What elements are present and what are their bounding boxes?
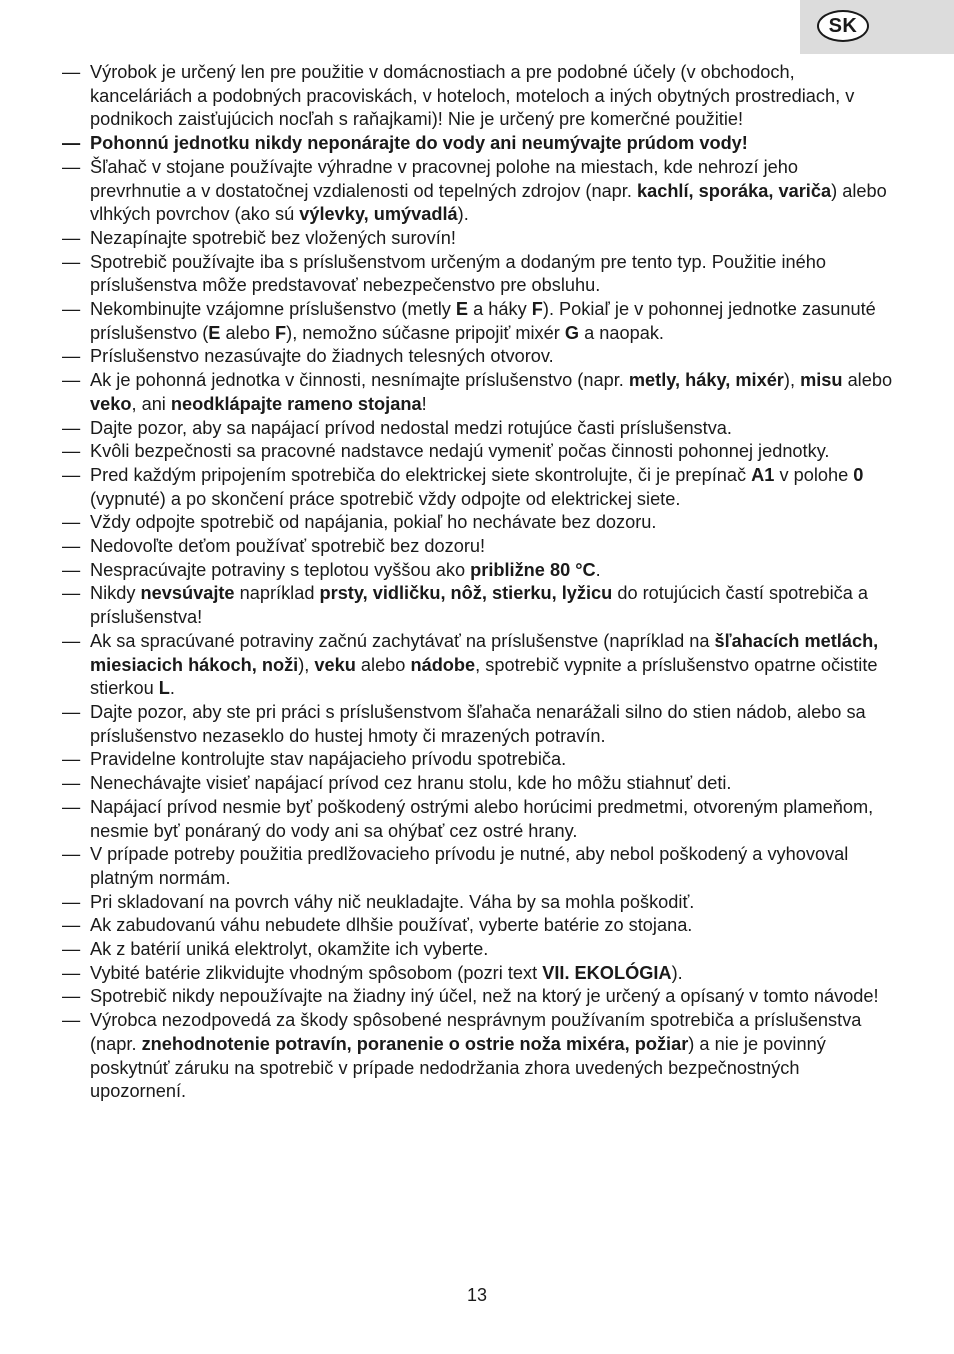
text-segment: Pohonnú jednotku nikdy neponárajte do vody ani neumývajte prúdom vody! [90, 133, 748, 154]
bullet-dash: — [62, 749, 81, 770]
text-segment: (vypnuté) a po skončení práce spotrebič vždy odpojte od elektrickej siete. [90, 488, 681, 509]
list-item [62, 1009, 894, 1104]
text-segment: Napájací prívod nesmie byť poškodený ostrými alebo horúcimi predmetmi, otvoreným plameňom, nesmie byť ponáraný do vody ani sa ohýbať cez ostré hrany. [90, 796, 874, 841]
safety-instructions-list [62, 61, 894, 1104]
emphasis-text: misu [800, 370, 843, 391]
text-segment: Nenechávajte visieť napájací prívod cez hranu stolu, kde ho môžu stiahnuť deti. [90, 773, 732, 794]
text-segment: alebo [355, 654, 411, 675]
text-segment: Nikdy [90, 583, 141, 604]
text-segment: a háky [468, 299, 532, 320]
text-segment: Spotrebič nikdy nepoužívajte na žiadny iný účel, než na ktorý je určený a opísaný v tomto návode! [90, 986, 879, 1007]
text-segment: ), nemožno súčasne pripojiť mixér [286, 322, 565, 343]
text-segment: Dajte pozor, aby ste pri práci s príslušenstvom šľahača nenarážali silno do stien nádob, alebo sa príslušenstvo nezaseklo do hustej hmoty či mrazených potravín. [90, 701, 866, 746]
emphasis-text: približne 80 °C [470, 559, 596, 580]
emphasis-text: kachlí, sporáka, variča [636, 180, 832, 201]
text-segment: Vybité batérie zlikvidujte vhodným spôsobom (pozri text [90, 962, 543, 983]
bullet-dash: — [62, 583, 81, 604]
text-segment: alebo [842, 370, 893, 391]
text-segment: Výrobok je určený len pre použitie v domácnostiach a pre podobné účely (v obchodoch, kanceláriách a podobných pracoviskách, v hoteloch, moteloch a iných obytných prostrediach, v podnikoch zaisťujúcich nocľah s raňajkami)! Nie je určený pre komerčné použitie! [90, 62, 855, 130]
text-segment: v polohe [774, 464, 854, 485]
text-segment: Nekombinujte vzájomne príslušenstvo (metly [90, 299, 456, 320]
language-tab [800, 0, 954, 54]
list-item [62, 582, 894, 629]
bullet-dash: — [62, 251, 81, 272]
text-segment: ! [421, 393, 427, 414]
bullet-dash: — [62, 62, 81, 82]
text-segment: V prípade potreby použitia predlžovacieho prívodu je nutné, aby nebol poškodený a vyhovoval platným normám. [90, 844, 849, 888]
bullet-dash: — [62, 630, 81, 651]
list-item-text [90, 369, 894, 416]
emphasis-text: znehodnotenie potravín, poranenie o ostrie noža mixéra, požiar [141, 1033, 689, 1054]
list-item-text [90, 582, 894, 629]
emphasis-text: šľahacích metlách, miesiacich hákoch, noži [90, 630, 879, 675]
emphasis-text: A1 [751, 464, 775, 485]
list-item-text [90, 511, 894, 535]
text-segment: Spotrebič používajte iba s príslušenstvom určeným a dodaným pre tento typ. Použitie iného príslušenstva môže predstavovať nebezpečenstvo pre obsluhu. [90, 251, 826, 296]
list-item [62, 440, 894, 464]
text-segment: ) alebo vlhkých povrchov (ako sú [90, 180, 887, 225]
text-segment: , spotrebič vypnite a príslušenstvo opatrne očistite stierkou [90, 654, 878, 699]
bullet-dash: — [62, 346, 81, 367]
text-segment: alebo [220, 322, 276, 343]
list-item [62, 227, 894, 251]
list-item [62, 772, 894, 796]
list-item-text [90, 440, 894, 464]
text-segment: ). [671, 962, 683, 983]
bullet-dash: — [62, 986, 81, 1007]
text-segment: Pri skladovaní na povrch váhy nič neukladajte. Váha by sa mohla poškodiť. [90, 891, 695, 912]
text-segment: , ani [131, 393, 171, 414]
text-segment: Nespracúvajte potraviny s teplotou vyššou ako [90, 559, 471, 580]
text-segment: Kvôli bezpečnosti sa pracovné nadstavce nedajú vymeniť počas činnosti pohonnej jednotky. [90, 441, 830, 462]
bullet-dash: — [62, 559, 81, 580]
list-item [62, 61, 894, 132]
list-item-text [90, 630, 894, 701]
list-item-text [90, 891, 894, 915]
bullet-dash: — [62, 133, 81, 154]
list-item [62, 132, 894, 156]
text-segment: Ak sa spracúvané potraviny začnú zachytávať na príslušenstve (napríklad na [90, 630, 715, 651]
list-item-text [90, 464, 894, 511]
list-item-text [90, 61, 894, 132]
list-item-text [90, 417, 894, 441]
list-item [62, 985, 894, 1009]
list-item-text [90, 156, 894, 227]
emphasis-text: nevsúvajte [140, 583, 235, 604]
list-item-text [90, 938, 894, 962]
emphasis-text: VII. EKOLÓGIA [542, 962, 672, 983]
emphasis-text: F [275, 322, 287, 343]
emphasis-text: F [531, 299, 543, 320]
list-item-text [90, 227, 894, 251]
list-item-text [90, 345, 894, 369]
bullet-dash: — [62, 512, 81, 533]
list-item-text [90, 796, 894, 843]
list-item [62, 298, 894, 345]
list-item-text [90, 843, 894, 890]
emphasis-text: 0 [853, 464, 864, 485]
bullet-dash: — [62, 891, 81, 912]
list-item-text [90, 701, 894, 748]
list-item-text [90, 748, 894, 772]
text-segment: Šľahač v stojane používajte výhradne v pracovnej polohe na miestach, kde nehrozí jeho prevrhnutie a v dostatočnej vzdialenosti od tepelných zdrojov (napr. [90, 156, 798, 201]
text-segment: Pred každým pripojením spotrebiča do elektrickej siete skontrolujte, či je prepínač [90, 464, 752, 485]
emphasis-text: metly, háky, mixér [628, 370, 784, 391]
bullet-dash: — [62, 844, 81, 865]
list-item [62, 843, 894, 890]
text-segment: . [169, 678, 175, 699]
bullet-dash: — [62, 939, 81, 960]
bullet-dash: — [62, 796, 81, 817]
list-item-text [90, 962, 894, 986]
list-item [62, 156, 894, 227]
emphasis-text: veko [90, 393, 132, 414]
text-segment: Ak zabudovanú váhu nebudete dlhšie používať, vyberte batérie zo stojana. [90, 915, 693, 936]
text-segment: Dajte pozor, aby sa napájací prívod nedostal medzi rotujúce časti príslušenstva. [90, 417, 732, 438]
list-item-text [90, 132, 894, 156]
language-badge: SK [817, 10, 869, 42]
text-segment: ), [298, 654, 315, 675]
list-item [62, 345, 894, 369]
list-item-text [90, 535, 894, 559]
text-segment: Ak z batérií uniká elektrolyt, okamžite ich vyberte. [90, 939, 489, 960]
bullet-dash: — [62, 156, 81, 177]
text-segment: Ak je pohonná jednotka v činnosti, nesnímajte príslušenstvo (napr. [90, 370, 629, 391]
bullet-dash: — [62, 701, 81, 722]
text-segment: ) a nie je povinný poskytnúť záruku na spotrebič v prípade nedodržania zhora uvedených bezpečnostných upozornení. [90, 1033, 826, 1102]
list-item [62, 559, 894, 583]
bullet-dash: — [62, 915, 81, 936]
text-segment: Pravidelne kontrolujte stav napájacieho prívodu spotrebiča. [90, 749, 567, 770]
bullet-dash: — [62, 464, 81, 485]
text-segment: napríklad [234, 583, 320, 604]
bullet-dash: — [62, 370, 81, 391]
text-segment: . [595, 559, 601, 580]
bullet-dash: — [62, 773, 81, 794]
text-segment: Nedovoľte deťom používať spotrebič bez dozoru! [90, 536, 486, 557]
text-segment: ). Pokiaľ je v pohonnej jednotke zasunuté príslušenstvo ( [90, 299, 876, 343]
text-segment: Nezapínajte spotrebič bez vložených surovín! [90, 227, 456, 248]
list-item-text [90, 985, 894, 1009]
list-item [62, 630, 894, 701]
text-segment: Vždy odpojte spotrebič od napájania, pokiaľ ho nechávate bez dozoru. [90, 512, 657, 533]
list-item [62, 962, 894, 986]
text-segment: ). [457, 204, 469, 225]
list-item-text [90, 1009, 894, 1104]
text-segment: a naopak. [579, 322, 664, 343]
list-item [62, 535, 894, 559]
emphasis-text: výlevky, umývadlá [299, 204, 458, 225]
bullet-dash: — [62, 417, 81, 438]
list-item-text [90, 914, 894, 938]
emphasis-text: nádobe [410, 654, 476, 675]
text-segment: do rotujúcich častí spotrebiča a príslušenstva! [90, 583, 869, 628]
emphasis-text: veku [314, 654, 356, 675]
text-segment: Príslušenstvo nezasúvajte do žiadnych telesných otvorov. [90, 346, 554, 367]
bullet-dash: — [62, 441, 81, 462]
list-item [62, 251, 894, 298]
page-number: 13 [466, 1285, 488, 1305]
emphasis-text: E [455, 299, 469, 320]
list-item [62, 701, 894, 748]
list-item [62, 748, 894, 772]
list-item-text [90, 298, 894, 345]
bullet-dash: — [62, 962, 81, 983]
list-item [62, 511, 894, 535]
list-item-text [90, 251, 894, 298]
emphasis-text: E [208, 322, 221, 343]
list-item [62, 891, 894, 915]
emphasis-text: prsty, vidličku, nôž, stierku, lyžicu [319, 583, 613, 604]
bullet-dash: — [62, 299, 81, 320]
list-item [62, 464, 894, 511]
emphasis-text: L [158, 678, 170, 699]
list-item [62, 369, 894, 416]
list-item [62, 914, 894, 938]
list-item [62, 417, 894, 441]
list-item [62, 796, 894, 843]
text-segment: Výrobca nezodpovedá za škody spôsobené nesprávnym používaním spotrebiča a príslušenstva (napr. [90, 1010, 862, 1054]
list-item-text [90, 772, 894, 796]
list-item [62, 938, 894, 962]
emphasis-text: neodklápajte rameno stojana [170, 393, 422, 414]
bullet-dash: — [62, 1010, 81, 1031]
text-segment: ), [783, 370, 801, 391]
emphasis-text: G [564, 322, 580, 343]
bullet-dash: — [62, 536, 81, 557]
list-item-text [90, 559, 894, 583]
bullet-dash: — [62, 227, 81, 248]
